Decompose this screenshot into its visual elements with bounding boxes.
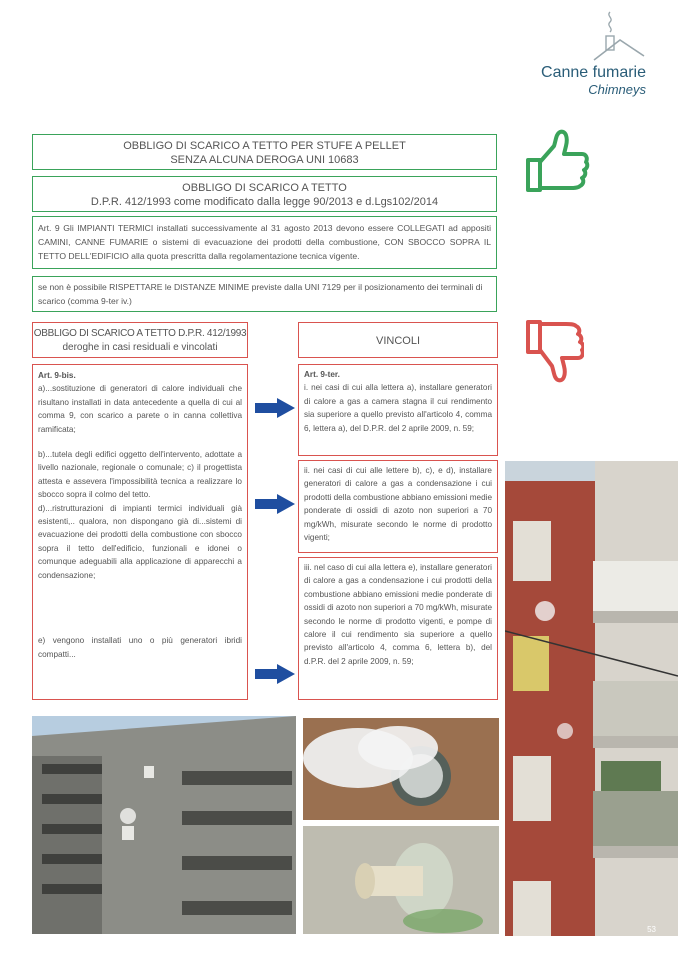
house-chimney-icon [592, 10, 646, 66]
constraints-header: VINCOLI [298, 322, 498, 358]
art9ter-box-i [298, 364, 498, 456]
facade-photo [32, 716, 296, 934]
pellet-obligation-line2: SENZA ALCUNA DEROGA UNI 10683 [170, 154, 359, 166]
derogations-header-line1: OBBLIGO DI SCARICO A TETTO D.P.R. 412/1993 [33, 328, 247, 339]
art9ter-item-ii: ii. nei casi di cui alle lettere b), c), e d), installare generatori di calore a gas a condensazione i cui prodotti della combustione abbiano emissioni medie ponderate di ossidi di azoto non superiori a 70 mg/kWh, misurate secondo le norme di prodotto vigenti; [298, 460, 498, 553]
art9ter-title: Art. 9-ter. [304, 370, 340, 379]
logo-subtitle: Chimneys [588, 82, 646, 97]
art9bis-item-a: a)...sostituzione di generatori di calore individuali che risultano installati in data antecedente a quella di cui al comma 9, con scarico a parete o in canna collettiva ramificata; [38, 384, 242, 434]
art9bis-item-bc: b)...tutela degli edifici oggetto dell'intervento, adottate a livello nazionale, regionale o comunale; c) il progettista attesta e assevera l'impossibilità tecnica a realizzare lo sbocco sopra il colmo del tetto. [38, 450, 242, 500]
roof-obligation-line1: OBBLIGO DI SCARICO A TETTO [182, 182, 347, 194]
thumbs-up-icon [522, 128, 590, 194]
pellet-obligation-line1: OBBLIGO DI SCARICO A TETTO PER STUFE A PELLET [123, 140, 406, 152]
art9ter-item-i: i. nei casi di cui alla lettera a), installare generatori di calore a gas a camera stagna il cui rendimento sia superiore a quello previsto all'articolo 4, comma 6, lettera a), del D.P.R. del 2 aprile 2009, n. 59; [304, 383, 492, 433]
roof-obligation-box [32, 176, 497, 212]
arrow-right-icon [255, 494, 295, 514]
arrow-right-icon [255, 664, 295, 684]
derogations-header-line2: deroghe in casi residuali e vincolati [62, 342, 218, 353]
art9bis-box [32, 364, 248, 700]
pellet-obligation-box [32, 134, 497, 170]
pipe-outlet-photo [303, 826, 499, 934]
logo-title: Canne fumarie [541, 64, 646, 81]
art9bis-title: Art. 9-bis. [38, 371, 76, 380]
art9bis-item-d: d)...ristrutturazioni di impianti termici individuali già esistenti,.. qualora, non dispongano già di...sistemi di evacuazione dei prodotti della combustione con sbocco sopra il tetto dell'edificio, funzionali e idonei o comunque adeguabili alla applicazione di apparecchi a condensazione; [38, 503, 242, 580]
uni7129-box: se non è possibile RISPETTARE le DISTANZE MINIME previste dalla UNI 7129 per il posizionamento dei terminali di scarico (comma 9-ter iv.) [32, 276, 497, 312]
thumbs-down-icon [522, 318, 584, 384]
building-photo [505, 461, 678, 936]
derogations-header [32, 322, 248, 358]
arrow-right-icon [255, 398, 295, 418]
vent-steam-photo [303, 718, 499, 820]
roof-obligation-line2: D.P.R. 412/1993 come modificato dalla legge 90/2013 e d.Lgs102/2014 [90, 196, 439, 208]
page-number: 53 [647, 925, 656, 934]
art9bis-item-e: e) vengono installati uno o più generatori ibridi compatti... [38, 636, 242, 659]
art9ter-item-iii: iii. nel caso di cui alla lettera e), installare generatori di calore a gas a condensazione i cui prodotti della combustione abbiano emissioni medie ponderate di ossidi di azoto non superiori a 70 mg/kWh, misurate secondo le norme di prodotto vigenti, e pompe di calore il cui rendimento sia superiore a quello previsto all'articolo 4, comma 6, lettera b), del d.P.R. del 2 aprile 2009, n. 59; [298, 557, 498, 700]
art9-box: Art. 9 Gli IMPIANTI TERMICI installati successivamente al 31 agosto 2013 devono essere COLLEGATI ad appositi CAMINI, CANNE FUMARIE o sistemi di evacuazione dei prodotti della combustione, CON SBOCCO SOPRA IL TETTO DELL'EDIFICIO alla quota prescritta dalla regolamentazione tecnica vigente. [32, 216, 497, 269]
